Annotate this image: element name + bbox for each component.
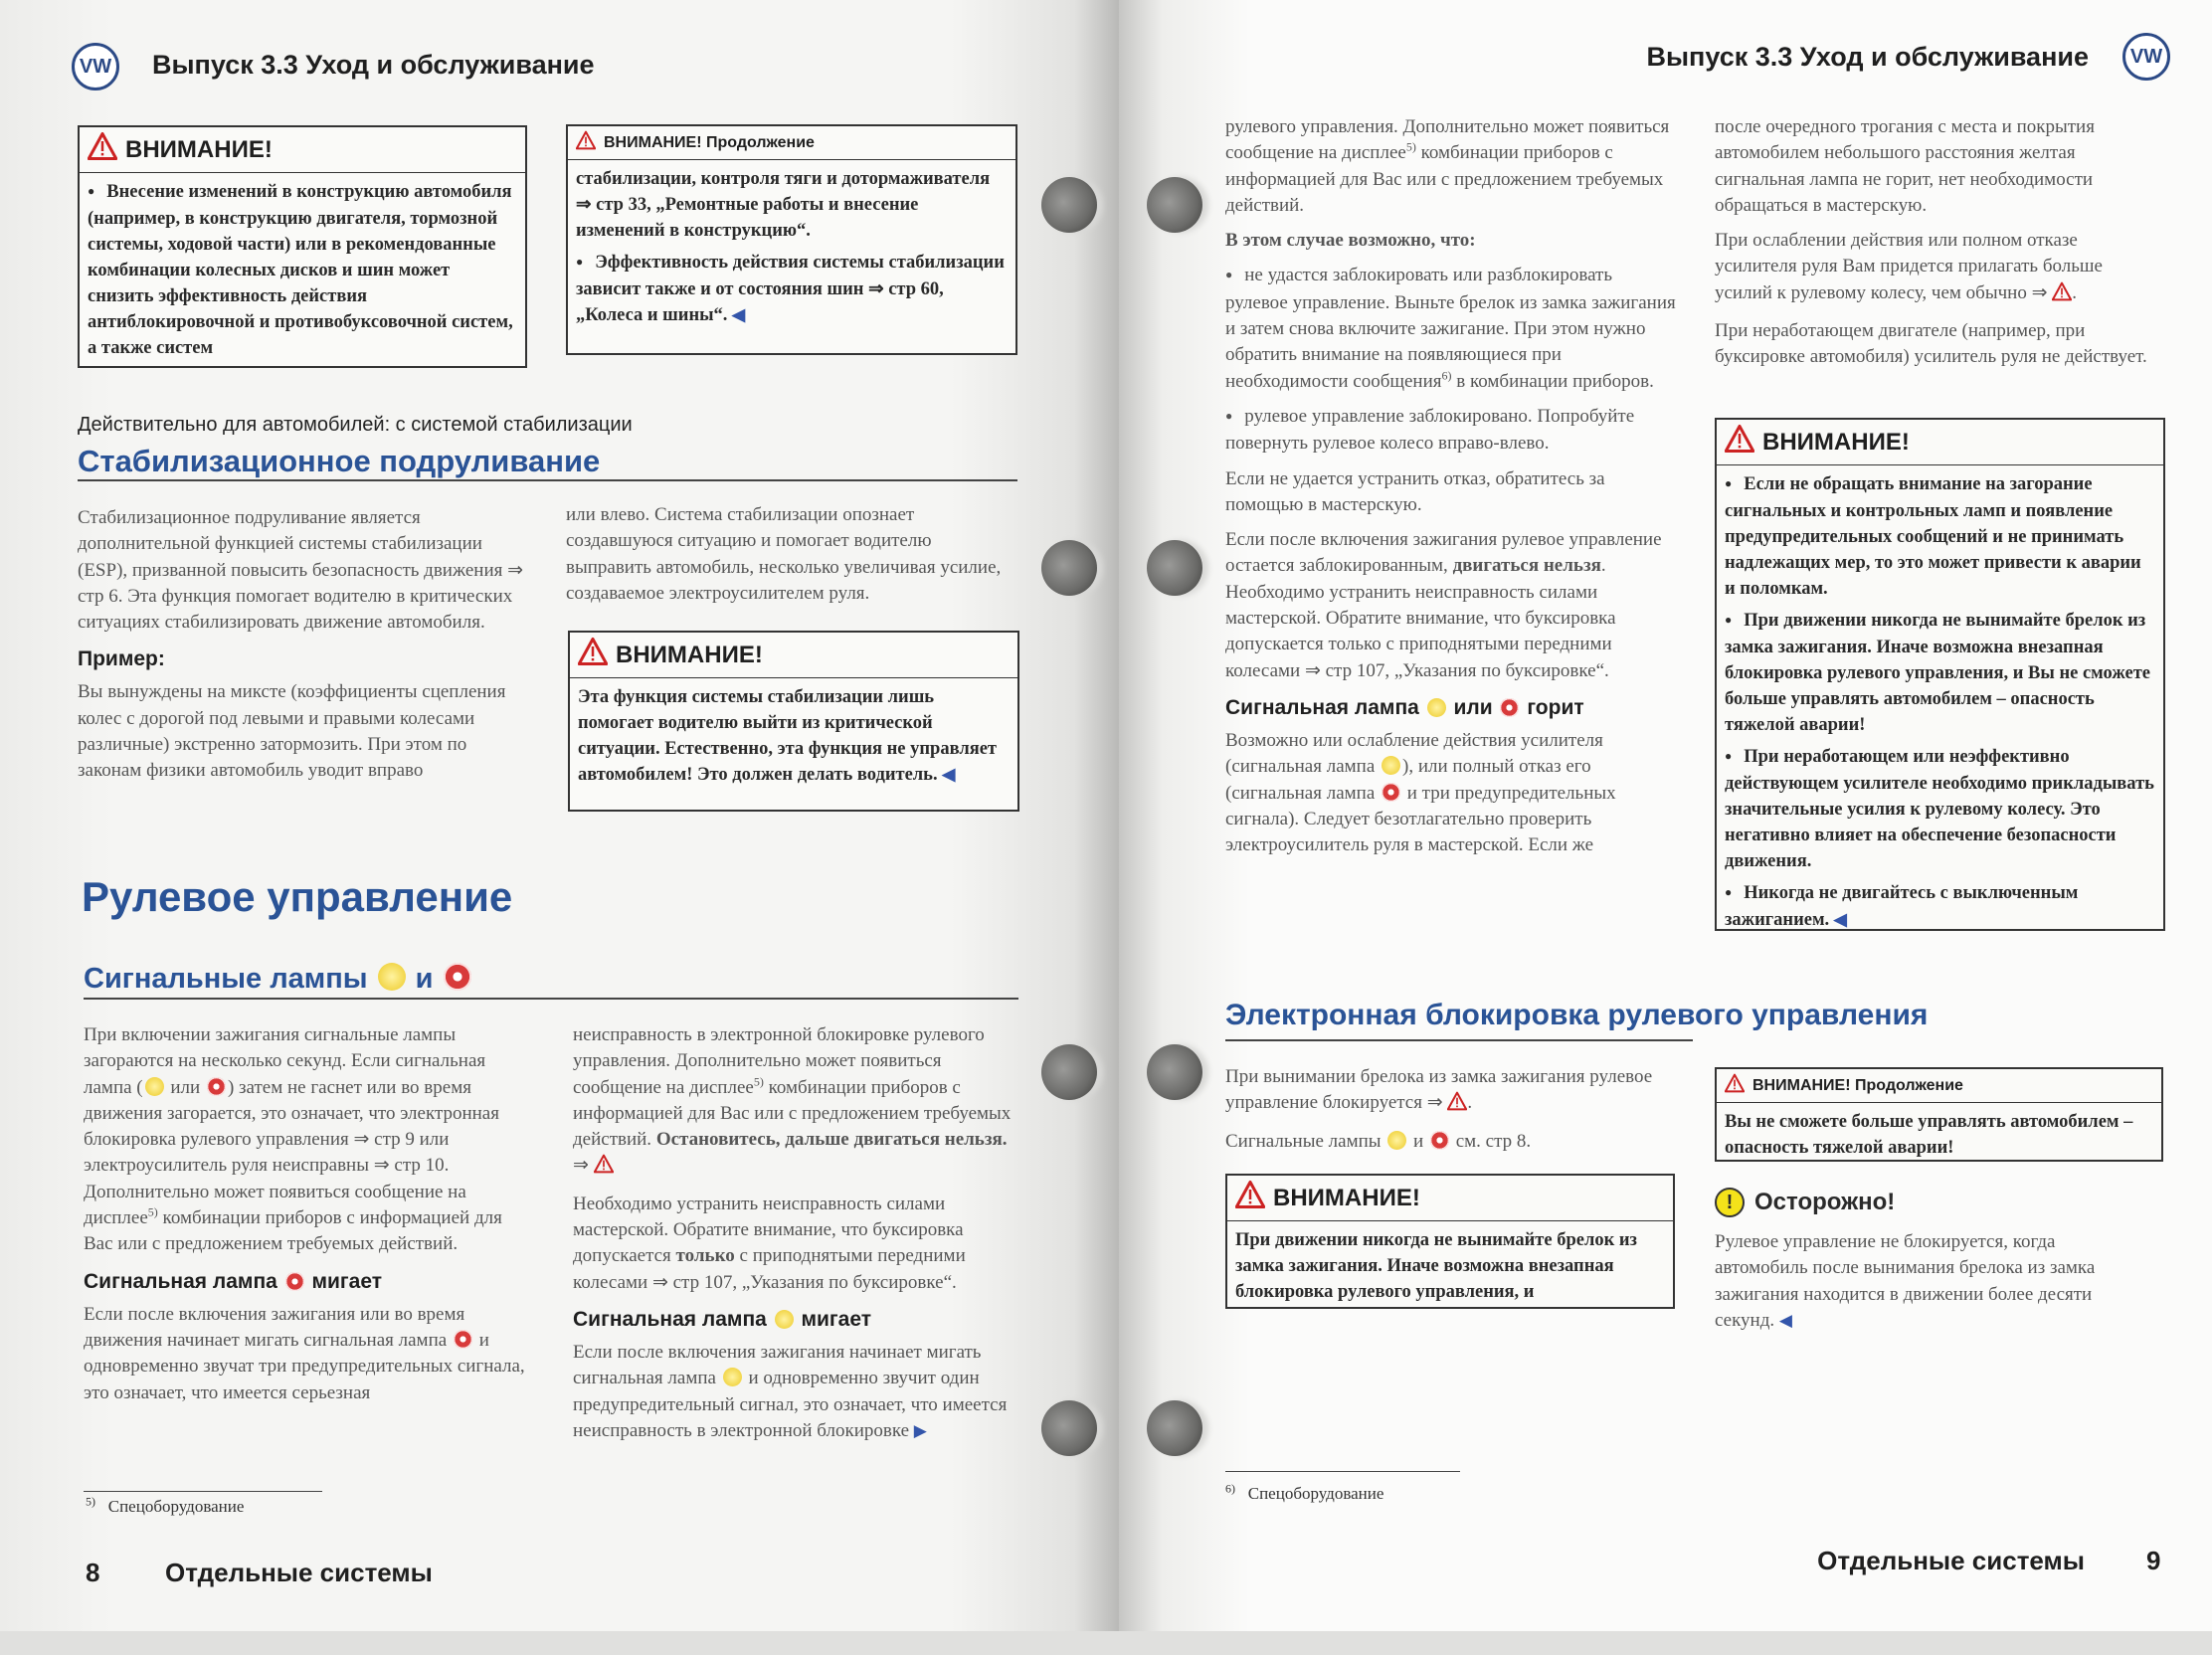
- warning-box: [78, 125, 527, 368]
- paragraph: [1715, 318, 2164, 371]
- text: комбинации приборов с информацией для Вас или с предложением требуемых действий.: [1225, 142, 1664, 216]
- text: .: [2072, 281, 2078, 303]
- text: Внесение изменений в конструкцию автомобиля (например, в конструкцию двигателя, тормозной системы, ходовой части) или в рекомендованные комбинации колесных дисков и шин может снизить эффективность действия антиблокировочной и противобуксовочной систем, а также систем: [88, 182, 513, 358]
- bullet-item: [88, 179, 517, 361]
- text: Если не обращать внимание на загорание сигнальных и контрольных ламп и появление предупредительных сообщений и не принимать надлежащих мер, то это может привести к аварии и поломкам.: [1725, 474, 2141, 599]
- footnote: $^{6)}$ Спецоборудование: [1225, 1481, 1384, 1503]
- footnote-ref: 6): [1441, 368, 1452, 383]
- bullet-item: [1725, 744, 2155, 874]
- text: после очередного трогания с места и покрытия автомобилем небольшого расстояния желтая сигнальная лампа не горит, нет необходимости обращаться в мастерскую.: [1715, 116, 2095, 216]
- bold-text: двигаться нельзя: [1452, 555, 1601, 577]
- paragraph: [84, 1302, 536, 1406]
- section-heading-stabilization: Стабилизационное подруливание: [78, 444, 601, 478]
- warning-body: [570, 678, 1017, 800]
- paragraph: [576, 166, 1008, 244]
- warning-lamps-text-continued: [573, 1022, 1025, 1453]
- text: ) затем не гаснет или во время движения загорается, это означает, что электронная блокировка рулевого управления ⇒ стр 9 или электроусилитель руля неисправны ⇒ стр 10. Дополнительно может появиться сообщение на дисплее: [84, 1076, 499, 1229]
- warning-triangle-icon: [594, 1154, 614, 1182]
- bullet-item: [576, 250, 1008, 328]
- text: При неработающем двигателе (например, при буксировке автомобиля) усилитель руля не действует.: [1715, 320, 2147, 368]
- text: .: [1467, 1092, 1473, 1114]
- heading-text: и: [407, 963, 442, 995]
- warning-triangle-icon: [578, 637, 608, 673]
- red-steering-lamp-icon: [444, 963, 471, 991]
- warning-triangle-icon: [576, 130, 596, 155]
- yellow-steering-lamp-icon: [775, 1310, 794, 1329]
- text: Необходимо устранить неисправность силами мастерской. Обратите внимание, что буксировка допускается: [573, 1193, 964, 1267]
- bullet-item: [1225, 404, 1678, 458]
- text: комбинации приборов с информацией для Вас или с предложением требуемых действий.: [573, 1076, 1012, 1151]
- text: Эффективность действия системы стабилизации зависит также и от состояния шин ⇒ стр 60, „Колеса и шины“.: [576, 253, 1005, 325]
- text: Если после включения зажигания рулевое управление остается заблокированным,: [1225, 529, 1662, 577]
- text: . Необходимо устранить неисправность силами мастерской. Обратите внимание, что буксировка допускается только с приподнятыми передними колесами ⇒ стр 107, „Указания по буксировке“.: [1225, 555, 1616, 681]
- punch-hole: [1147, 1400, 1202, 1456]
- stabilization-text: [78, 505, 535, 794]
- warning-lamps-text: [84, 1022, 536, 1415]
- warning-body: [1227, 1221, 1673, 1317]
- caution-text: [1715, 1229, 2142, 1343]
- footnote-ref: 5): [1405, 139, 1416, 154]
- paragraph: [573, 1192, 1025, 1296]
- footnote-ref: 5): [753, 1074, 764, 1089]
- red-steering-lamp-icon: [285, 1272, 304, 1291]
- bullet-item: [1725, 880, 2155, 933]
- end-of-section-icon: ◀: [1778, 1310, 1792, 1330]
- paragraph: [78, 679, 535, 784]
- bold-text: только: [675, 1245, 735, 1267]
- running-footer-left: Отдельные системы: [165, 1558, 433, 1587]
- text: Если после включения зажигания начинает мигать сигнальная лампа: [573, 1341, 982, 1389]
- validity-note: Действительно для автомобилей: с системой стабилизации: [78, 414, 633, 436]
- warning-continued-box: [1715, 1067, 2163, 1162]
- text: или: [1447, 695, 1499, 719]
- text: горит: [1521, 695, 1584, 719]
- text: При вынимании брелока из замка зажигания рулевое управление блокируется ⇒: [1225, 1066, 1653, 1114]
- text: При движении никогда не вынимайте брелок из замка зажигания. Иначе возможна внезапная блокировка рулевого управления, и: [1235, 1230, 1637, 1302]
- text: комбинации приборов с информацией для Вас или с предложением требуемых действий.: [84, 1207, 502, 1255]
- text: Вы вынуждены на миксте (коэффициенты сцепления колес с дорогой под левыми и правыми колесами различные) экстренно затормозить. При этом по законам физики автомобиль уводит вправо: [78, 681, 506, 782]
- paragraph: [1225, 1064, 1683, 1120]
- text: Стабилизационное подруливание является дополнительной функцией системы стабилизации (ESP), призванной повысить безопасность движения ⇒ стр 6. Эта функция помогает водителю в критических ситуациях стабилизировать движение автомобиля.: [78, 507, 524, 634]
- paragraph: [1715, 1229, 2142, 1334]
- paragraph: [78, 505, 535, 636]
- paragraph: [1715, 114, 2164, 219]
- warning-triangle-icon: [1725, 424, 1754, 460]
- warning-body: [568, 160, 1015, 340]
- footnote-ref: 5): [147, 1204, 158, 1219]
- punch-hole: [1147, 540, 1202, 596]
- divider: [78, 479, 1017, 481]
- text: стабилизации, контроля тяги и дотормаживателя ⇒ стр 33, „Ремонтные работы и внесение изменений в конструкцию“.: [576, 169, 991, 241]
- text: В этом случае возможно, что:: [1225, 230, 1476, 252]
- yellow-steering-lamp-icon: [1387, 1131, 1406, 1150]
- red-steering-lamp-icon: [1382, 783, 1400, 802]
- steering-lock-text: [1225, 114, 1678, 867]
- warning-triangle-icon: [2052, 281, 2072, 309]
- bullet-item: [1725, 471, 2155, 602]
- red-steering-lamp-icon: [454, 1330, 472, 1349]
- punch-hole: [1041, 1044, 1097, 1100]
- bullet-item: [1225, 263, 1678, 394]
- chapter-title: Рулевое управление: [82, 873, 513, 920]
- warning-triangle-icon: [1235, 1180, 1265, 1216]
- footnote-divider: [1225, 1471, 1460, 1472]
- warning-body: [1717, 465, 2163, 945]
- text: рулевое управление заблокировано. Попробуйте повернуть рулевое колесо вправо-влево.: [1225, 405, 1635, 455]
- text: Если после включения зажигания или во время движения начинает мигать сигнальная лампа: [84, 1303, 465, 1351]
- text: Сигнальная лампа: [84, 1269, 283, 1293]
- caution-exclamation-icon: !: [1715, 1188, 1745, 1217]
- subheading: [1225, 696, 1678, 720]
- page-edge: [0, 1631, 2212, 1655]
- warning-body: [80, 173, 525, 373]
- footnote-divider: [84, 1491, 322, 1492]
- red-steering-lamp-icon: [1430, 1131, 1449, 1150]
- warning-triangle-icon: [88, 131, 117, 168]
- text: или: [165, 1076, 205, 1098]
- power-steering-text: [1715, 114, 2164, 380]
- text: см. стр 8.: [1450, 1130, 1532, 1152]
- text: или влево. Система стабилизации опознает создавшуюся ситуацию и помогает водителю выправить автомобиль, несколько увеличивая усилие, создаваемое электроусилителем руля.: [566, 504, 1002, 604]
- paragraph: [1225, 527, 1678, 684]
- paragraph: [84, 1022, 536, 1258]
- text: Сигнальная лампа: [573, 1307, 773, 1331]
- subheading: [573, 1308, 1025, 1332]
- warning-title: ВНИМАНИЕ!: [616, 641, 763, 668]
- red-steering-lamp-icon: [1500, 698, 1519, 717]
- punch-hole: [1147, 1044, 1202, 1100]
- text: и одновременно звучат три предупредительных сигнала, это означает, что имеется серьезная: [84, 1329, 525, 1403]
- warning-continued-box: [566, 124, 1017, 355]
- text: и: [1408, 1130, 1428, 1152]
- warning-body: [1717, 1103, 2161, 1173]
- running-footer-right: Отдельные системы: [1817, 1546, 2085, 1575]
- text: Сигнальные лампы: [1225, 1130, 1386, 1152]
- caution-heading: ! Осторожно!: [1715, 1188, 1895, 1217]
- text: При включении зажигания сигнальные лампы загораются на несколько секунд. Если сигнальная лампа (: [84, 1024, 486, 1098]
- text: ), или полный отказ его (сигнальная лампа: [1225, 756, 1591, 804]
- text: При движении никогда не вынимайте брелок из замка зажигания. Иначе возможна внезапная блокировка рулевого управления, и Вы не сможете больше управлять автомобилем – опасность тяжелой аварии!: [1725, 611, 2151, 735]
- paragraph: [1225, 228, 1678, 254]
- yellow-steering-lamp-icon: [145, 1077, 164, 1096]
- text: Никогда не двигайтесь с выключенным зажиганием.: [1725, 883, 2079, 930]
- text: неисправность в электронной блокировке рулевого управления. Дополнительно может появиться сообщение на дисплее: [573, 1024, 985, 1098]
- section-heading-electronic-lock: Электронная блокировка рулевого управления: [1225, 999, 1929, 1031]
- running-header-right: Выпуск 3.3 Уход и обслуживание: [1646, 42, 2089, 72]
- text: ⇒: [573, 1155, 594, 1177]
- punch-hole: [1041, 177, 1097, 233]
- stabilization-text-continued: [566, 502, 1018, 616]
- paragraph: [1725, 1109, 2153, 1161]
- paragraph: [1235, 1227, 1665, 1305]
- warning-title: ВНИМАНИЕ!: [1762, 428, 1910, 456]
- punch-hole: [1041, 540, 1097, 596]
- bullet-item: [1725, 608, 2155, 738]
- continued-icon: ▶: [913, 1420, 927, 1440]
- vw-logo-icon: VW: [72, 43, 119, 91]
- electronic-lock-text: [1225, 1064, 1683, 1164]
- vw-logo-icon: VW: [2122, 33, 2170, 81]
- yellow-steering-lamp-icon: [1427, 698, 1446, 717]
- text: Вы не сможете больше управлять автомобилем – опасность тяжелой аварии!: [1725, 1112, 2133, 1158]
- text: в комбинации приборов.: [1451, 370, 1654, 392]
- end-of-section-icon: ◀: [1833, 910, 1847, 929]
- text: Возможно или ослабление действия усилителя (сигнальная лампа: [1225, 729, 1603, 778]
- section-heading-warning-lamps: [84, 963, 473, 996]
- subheading: [84, 1270, 536, 1294]
- warning-title: ВНИМАНИЕ! Продолжение: [1752, 1076, 1963, 1094]
- text: мигает: [305, 1269, 383, 1293]
- warning-box: [1225, 1174, 1675, 1309]
- paragraph: [573, 1022, 1025, 1183]
- footnote: $^{5)}$ Спецоборудование: [86, 1494, 245, 1516]
- paragraph: [578, 684, 1010, 788]
- paragraph: [1715, 228, 2164, 309]
- paragraph: [1225, 466, 1678, 519]
- text: Сигнальная лампа: [1225, 695, 1425, 719]
- paragraph: [1225, 728, 1678, 858]
- warning-triangle-icon: [1725, 1073, 1745, 1098]
- bold-text: Остановитесь, дальше двигаться нельзя.: [655, 1129, 1008, 1151]
- yellow-steering-lamp-icon: [378, 963, 406, 991]
- page-number-left: 8: [86, 1558, 100, 1587]
- text: не удастся заблокировать или разблокировать рулевое управление. Выньте брелок из замка зажигания и затем снова включите зажигание. При этом нужно обратить внимание на появляющиеся при необходимости сообщения: [1225, 265, 1676, 392]
- text: Рулевое управление не блокируется, когда автомобиль после вынимания брелока из замка зажигания находится в движении более десяти секунд.: [1715, 1231, 2096, 1331]
- yellow-steering-lamp-icon: [723, 1368, 742, 1386]
- paragraph: [566, 502, 1018, 607]
- punch-hole: [1147, 177, 1202, 233]
- end-of-section-icon: ◀: [732, 305, 746, 324]
- divider: [84, 998, 1018, 1000]
- paragraph: [1225, 1129, 1683, 1155]
- text: рулевого управления. Дополнительно может появиться сообщение на дисплее: [1225, 116, 1670, 164]
- text: Если не удается устранить отказ, обратитесь за помощью в мастерскую.: [1225, 467, 1605, 515]
- page-number-right: 9: [2146, 1546, 2161, 1575]
- subheading: [78, 647, 535, 671]
- paragraph: [573, 1340, 1025, 1444]
- text: При неработающем или неэффективно действующем усилителе необходимо прикладывать значительные усилия к рулевому колесу. Это негативно влияет на обеспечение безопасности движения.: [1725, 747, 2154, 871]
- end-of-section-icon: ◀: [942, 765, 956, 784]
- divider: [1225, 1039, 1693, 1041]
- text: с приподнятыми передними колесами ⇒ стр 107, „Указания по буксировке“.: [573, 1245, 966, 1293]
- warning-title: ВНИМАНИЕ! Продолжение: [604, 133, 815, 151]
- text: Пример:: [78, 647, 165, 671]
- warning-title: ВНИМАНИЕ!: [125, 135, 273, 163]
- warning-box: [568, 631, 1019, 812]
- heading-text: Сигнальные лампы: [84, 963, 376, 995]
- text: мигает: [795, 1307, 872, 1331]
- running-header-left: Выпуск 3.3 Уход и обслуживание: [152, 50, 595, 80]
- warning-title: ВНИМАНИЕ!: [1273, 1184, 1420, 1211]
- text: При ослаблении действия или полном отказе усилителя руля Вам придется прилагать больше усилий к рулевому колесу, чем обычно ⇒: [1715, 230, 2103, 303]
- punch-hole: [1041, 1400, 1097, 1456]
- paragraph: [1225, 114, 1678, 219]
- red-steering-lamp-icon: [207, 1077, 226, 1096]
- text: и три предупредительных сигнала). Следует безотлагательно проверить электроусилитель руля в мастерской. Если же: [1225, 782, 1616, 856]
- warning-box: [1715, 418, 2165, 931]
- text: и одновременно звучит один предупредительный сигнал, это означает, что имеется неисправность в электронной блокировке: [573, 1368, 1008, 1441]
- yellow-steering-lamp-icon: [1382, 756, 1400, 775]
- warning-triangle-icon: [1447, 1091, 1467, 1119]
- text: Эта функция системы стабилизации лишь помогает водителю выйти из критической ситуации. Естественно, эта функция не управляет автомобилем! Это должен делать водитель.: [578, 687, 998, 785]
